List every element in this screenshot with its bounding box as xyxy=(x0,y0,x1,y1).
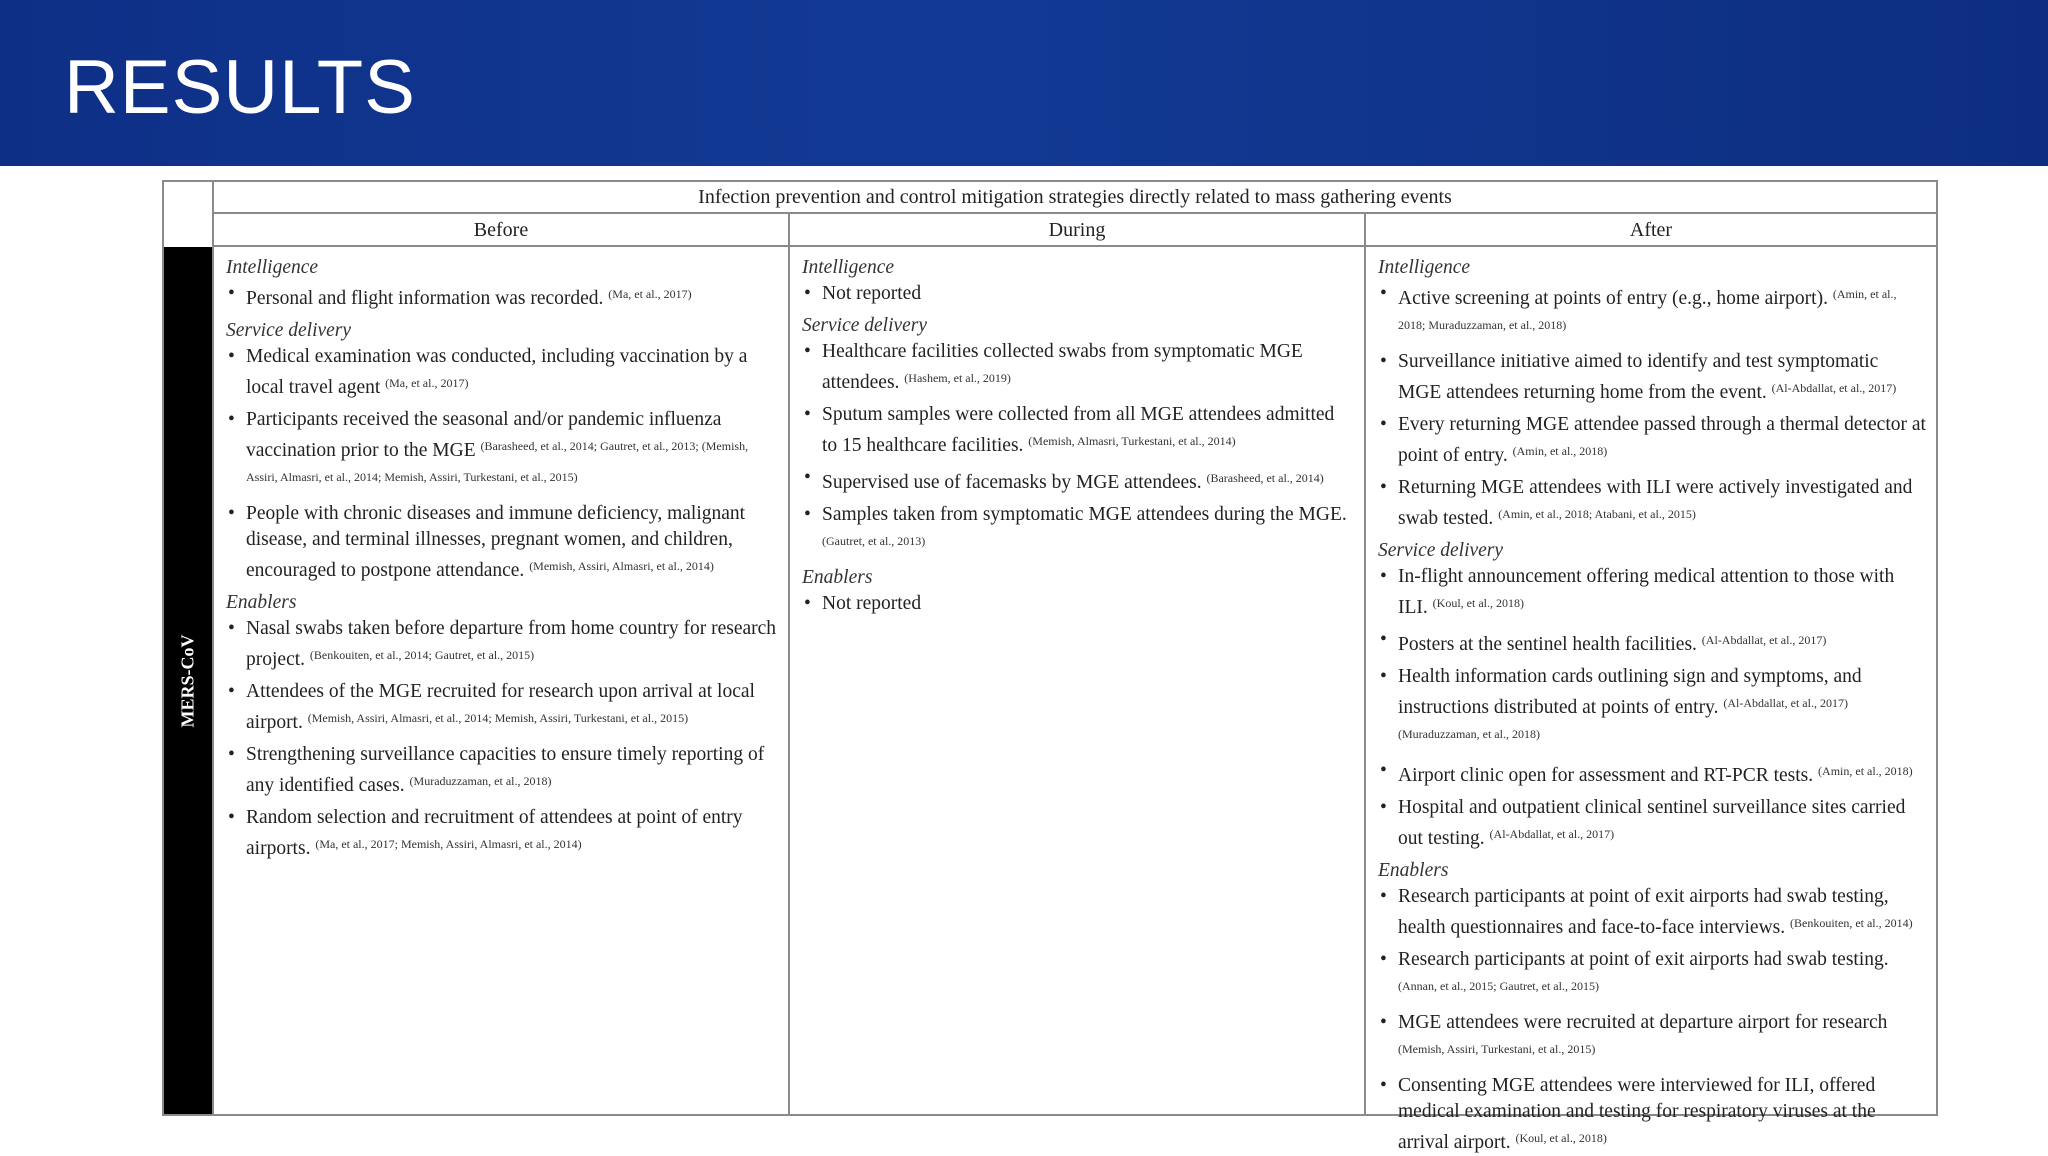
slide-title: RESULTS xyxy=(64,45,416,130)
list-item xyxy=(802,502,1354,559)
list-item xyxy=(1378,664,1926,752)
list-item xyxy=(802,465,1354,496)
item-text: Posters at the sentinel health facilities. xyxy=(1398,634,1697,655)
bullet-icon: • xyxy=(1380,949,1387,970)
list-item xyxy=(802,339,1354,396)
bullet-icon: • xyxy=(228,618,235,639)
item-text: Active screening at points of entry (e.g., home airport). xyxy=(1398,288,1828,309)
item-text: Surveillance initiative aimed to identify and test symptomatic MGE attendees returning home from the event. xyxy=(1398,351,1879,403)
item-text: Not reported xyxy=(822,593,922,614)
citation: (Ma, et al., 2017) xyxy=(608,287,692,301)
section-heading: Intelligence xyxy=(1378,257,1471,278)
list-item xyxy=(1378,795,1926,852)
column-during xyxy=(788,247,1364,1114)
list-item xyxy=(226,281,778,312)
item-text: Sputum samples were collected from all MGE attendees admitted to 15 healthcare facilities. xyxy=(822,404,1335,456)
bullet-icon: • xyxy=(1380,666,1387,687)
citation: (Ma, et al., 2017; Memish, Assiri, Almasri, et al., 2014) xyxy=(315,837,582,851)
item-text: Samples taken from symptomatic MGE attendees during the MGE. xyxy=(822,504,1347,525)
list-item xyxy=(226,679,778,736)
column-header-after: After xyxy=(1364,214,1936,247)
item-text: Not reported xyxy=(822,283,922,304)
list-item xyxy=(1378,564,1926,621)
bullet-icon: • xyxy=(228,681,235,702)
item-text: Healthcare facilities collected swabs from symptomatic MGE attendees. xyxy=(822,341,1303,393)
bullet-icon: • xyxy=(804,341,811,362)
list-item xyxy=(226,407,778,495)
item-text: People with chronic diseases and immune deficiency, malignant disease, and terminal illnesses, pregnant women, and children, encouraged to postpone attendance. xyxy=(246,503,746,581)
citation: (Memish, Assiri, Almasri, et al., 2014) xyxy=(529,559,714,573)
list-item xyxy=(1378,349,1926,406)
bullet-icon: • xyxy=(1380,414,1387,435)
column-header-before: Before xyxy=(214,214,788,247)
item-text: Participants received the seasonal and/or pandemic influenza vaccination prior to the MGE xyxy=(246,409,722,461)
citation: (Al-Abdallat, et al., 2017) xyxy=(1701,633,1827,647)
row-label: MERS-CoV xyxy=(177,634,198,727)
citation: (Amin, et al., 2018; Muraduzzaman, et al., 2018) xyxy=(1398,287,1897,332)
item-text: Nasal swabs taken before departure from home country for research project. xyxy=(246,618,777,670)
item-text: Supervised use of facemasks by MGE attendees. xyxy=(822,472,1202,493)
title-banner xyxy=(0,0,2048,166)
list-item xyxy=(1378,1073,1926,1156)
bullet-icon: • xyxy=(228,283,235,304)
item-text: Medical examination was conducted, including vaccination by a local travel agent xyxy=(246,346,748,398)
item-text: Returning MGE attendees with ILI were actively investigated and swab tested. xyxy=(1398,477,1913,529)
citation: (Al-Abdallat, et al., 2017) xyxy=(1771,381,1897,395)
bullet-icon: • xyxy=(804,404,811,425)
bullet-icon: • xyxy=(1380,566,1387,587)
list-item xyxy=(1378,412,1926,469)
bullet-icon: • xyxy=(228,807,235,828)
bullet-icon: • xyxy=(804,467,811,488)
citation: (Gautret, et al., 2013) xyxy=(822,534,926,548)
citation: (Ma, et al., 2017) xyxy=(385,376,469,390)
list-item xyxy=(1378,281,1926,343)
row-label-cell xyxy=(164,247,214,1114)
section-heading: Intelligence xyxy=(802,257,895,278)
item-text: Airport clinic open for assessment and RT-PCR tests. xyxy=(1398,765,1814,786)
citation: (Barasheed, et al., 2014; Gautret, et al., 2013; (Memish, Assiri, Almasri, et al., 2014; Memish, Assiri, Turkestani, et al., 2015) xyxy=(246,439,749,484)
bullet-icon: • xyxy=(1380,477,1387,498)
citation: (Benkouiten, et al., 2014; Gautret, et al., 2015) xyxy=(309,648,535,662)
citation: (Amin, et al., 2018; Atabani, et al., 2015) xyxy=(1498,507,1696,521)
citation: (Benkouiten, et al., 2014) xyxy=(1790,916,1913,930)
item-text: Hospital and outpatient clinical sentinel surveillance sites carried out testing. xyxy=(1398,797,1906,849)
section-heading: Service delivery xyxy=(226,320,352,341)
list-item xyxy=(1378,884,1926,941)
bullet-icon: • xyxy=(804,283,811,304)
citation: (Barasheed, et al., 2014) xyxy=(1206,471,1324,485)
section-heading: Enablers xyxy=(1378,860,1449,881)
citation: (Amin, et al., 2018) xyxy=(1512,444,1608,458)
item-text: Every returning MGE attendee passed through a thermal detector at point of entry. xyxy=(1398,414,1926,466)
item-text: Research participants at point of exit airports had swab testing. xyxy=(1398,949,1889,970)
bullet-icon: • xyxy=(228,409,235,430)
column-before xyxy=(214,247,788,1114)
column-header-during: During xyxy=(788,214,1364,247)
citation: (Al-Abdallat, et al., 2017) (Muraduzzaman, et al., 2018) xyxy=(1398,696,1848,741)
item-text: MGE attendees were recruited at departure airport for research xyxy=(1398,1012,1888,1033)
column-after xyxy=(1364,247,1936,1153)
bullet-icon: • xyxy=(1380,351,1387,372)
citation: (Koul, et al., 2018) xyxy=(1432,596,1524,610)
bullet-icon: • xyxy=(1380,797,1387,818)
bullet-icon: • xyxy=(804,504,811,525)
section-heading: Enablers xyxy=(802,567,873,588)
list-item xyxy=(1378,475,1926,532)
results-table xyxy=(162,180,1938,1153)
list-item xyxy=(802,402,1354,459)
item-text: In-flight announcement offering medical attention to those with ILI. xyxy=(1398,566,1895,618)
item-text: Consenting MGE attendees were interviewed for ILI, offered medical examination and testing for respiratory viruses at the arrival airport. xyxy=(1398,1075,1876,1153)
item-text: Strengthening surveillance capacities to ensure timely reporting of any identified cases. xyxy=(246,744,765,796)
section-heading: Intelligence xyxy=(226,257,319,278)
bullet-icon: • xyxy=(228,503,235,524)
list-item xyxy=(1378,627,1926,658)
citation: (Al-Abdallat, et al., 2017) xyxy=(1489,827,1615,841)
citation: (Amin, et al., 2018) xyxy=(1818,764,1913,778)
item-text: Personal and flight information was recorded. xyxy=(246,288,604,309)
list-item xyxy=(1378,947,1926,1004)
bullet-icon: • xyxy=(1380,760,1387,781)
corner-cell xyxy=(164,182,214,247)
item-text: Random selection and recruitment of attendees at point of entry airports. xyxy=(246,807,743,859)
item-text: Health information cards outlining sign and symptoms, and instructions distributed at points of entry. xyxy=(1398,666,1862,718)
list-item xyxy=(1378,1010,1926,1067)
citation: (Koul, et al., 2018) xyxy=(1515,1131,1607,1145)
citation: (Memish, Almasri, Turkestani, et al., 2014) xyxy=(1028,434,1236,448)
bullet-icon: • xyxy=(228,744,235,765)
citation: (Memish, Assiri, Turkestani, et al., 2015) xyxy=(1398,1042,1596,1056)
bullet-icon: • xyxy=(1380,1075,1387,1096)
section-heading: Enablers xyxy=(226,592,297,613)
list-item xyxy=(226,501,778,584)
citation: (Annan, et al., 2015; Gautret, et al., 2015) xyxy=(1398,979,1599,993)
bullet-icon: • xyxy=(1380,1012,1387,1033)
item-text: Attendees of the MGE recruited for research upon arrival at local airport. xyxy=(246,681,755,733)
citation: (Memish, Assiri, Almasri, et al., 2014; Memish, Assiri, Turkestani, et al., 2015) xyxy=(307,711,689,725)
table-main-header: Infection prevention and control mitigation strategies directly related to mass gathering events xyxy=(214,182,1936,214)
citation: (Muraduzzaman, et al., 2018) xyxy=(409,774,552,788)
list-item xyxy=(226,616,778,673)
list-item xyxy=(802,591,1354,617)
list-item xyxy=(226,805,778,862)
section-heading: Service delivery xyxy=(1378,540,1504,561)
section-heading: Service delivery xyxy=(802,315,928,336)
bullet-icon: • xyxy=(1380,283,1387,304)
list-item xyxy=(802,281,1354,307)
bullet-icon: • xyxy=(804,593,811,614)
list-item xyxy=(226,344,778,401)
item-text: Research participants at point of exit airports had swab testing, health questionnaires and face-to-face interviews. xyxy=(1398,886,1889,938)
bullet-icon: • xyxy=(1380,886,1387,907)
bullet-icon: • xyxy=(1380,629,1387,650)
list-item xyxy=(226,742,778,799)
bullet-icon: • xyxy=(228,346,235,367)
citation: (Hashem, et al., 2019) xyxy=(904,371,1011,385)
list-item xyxy=(1378,758,1926,789)
